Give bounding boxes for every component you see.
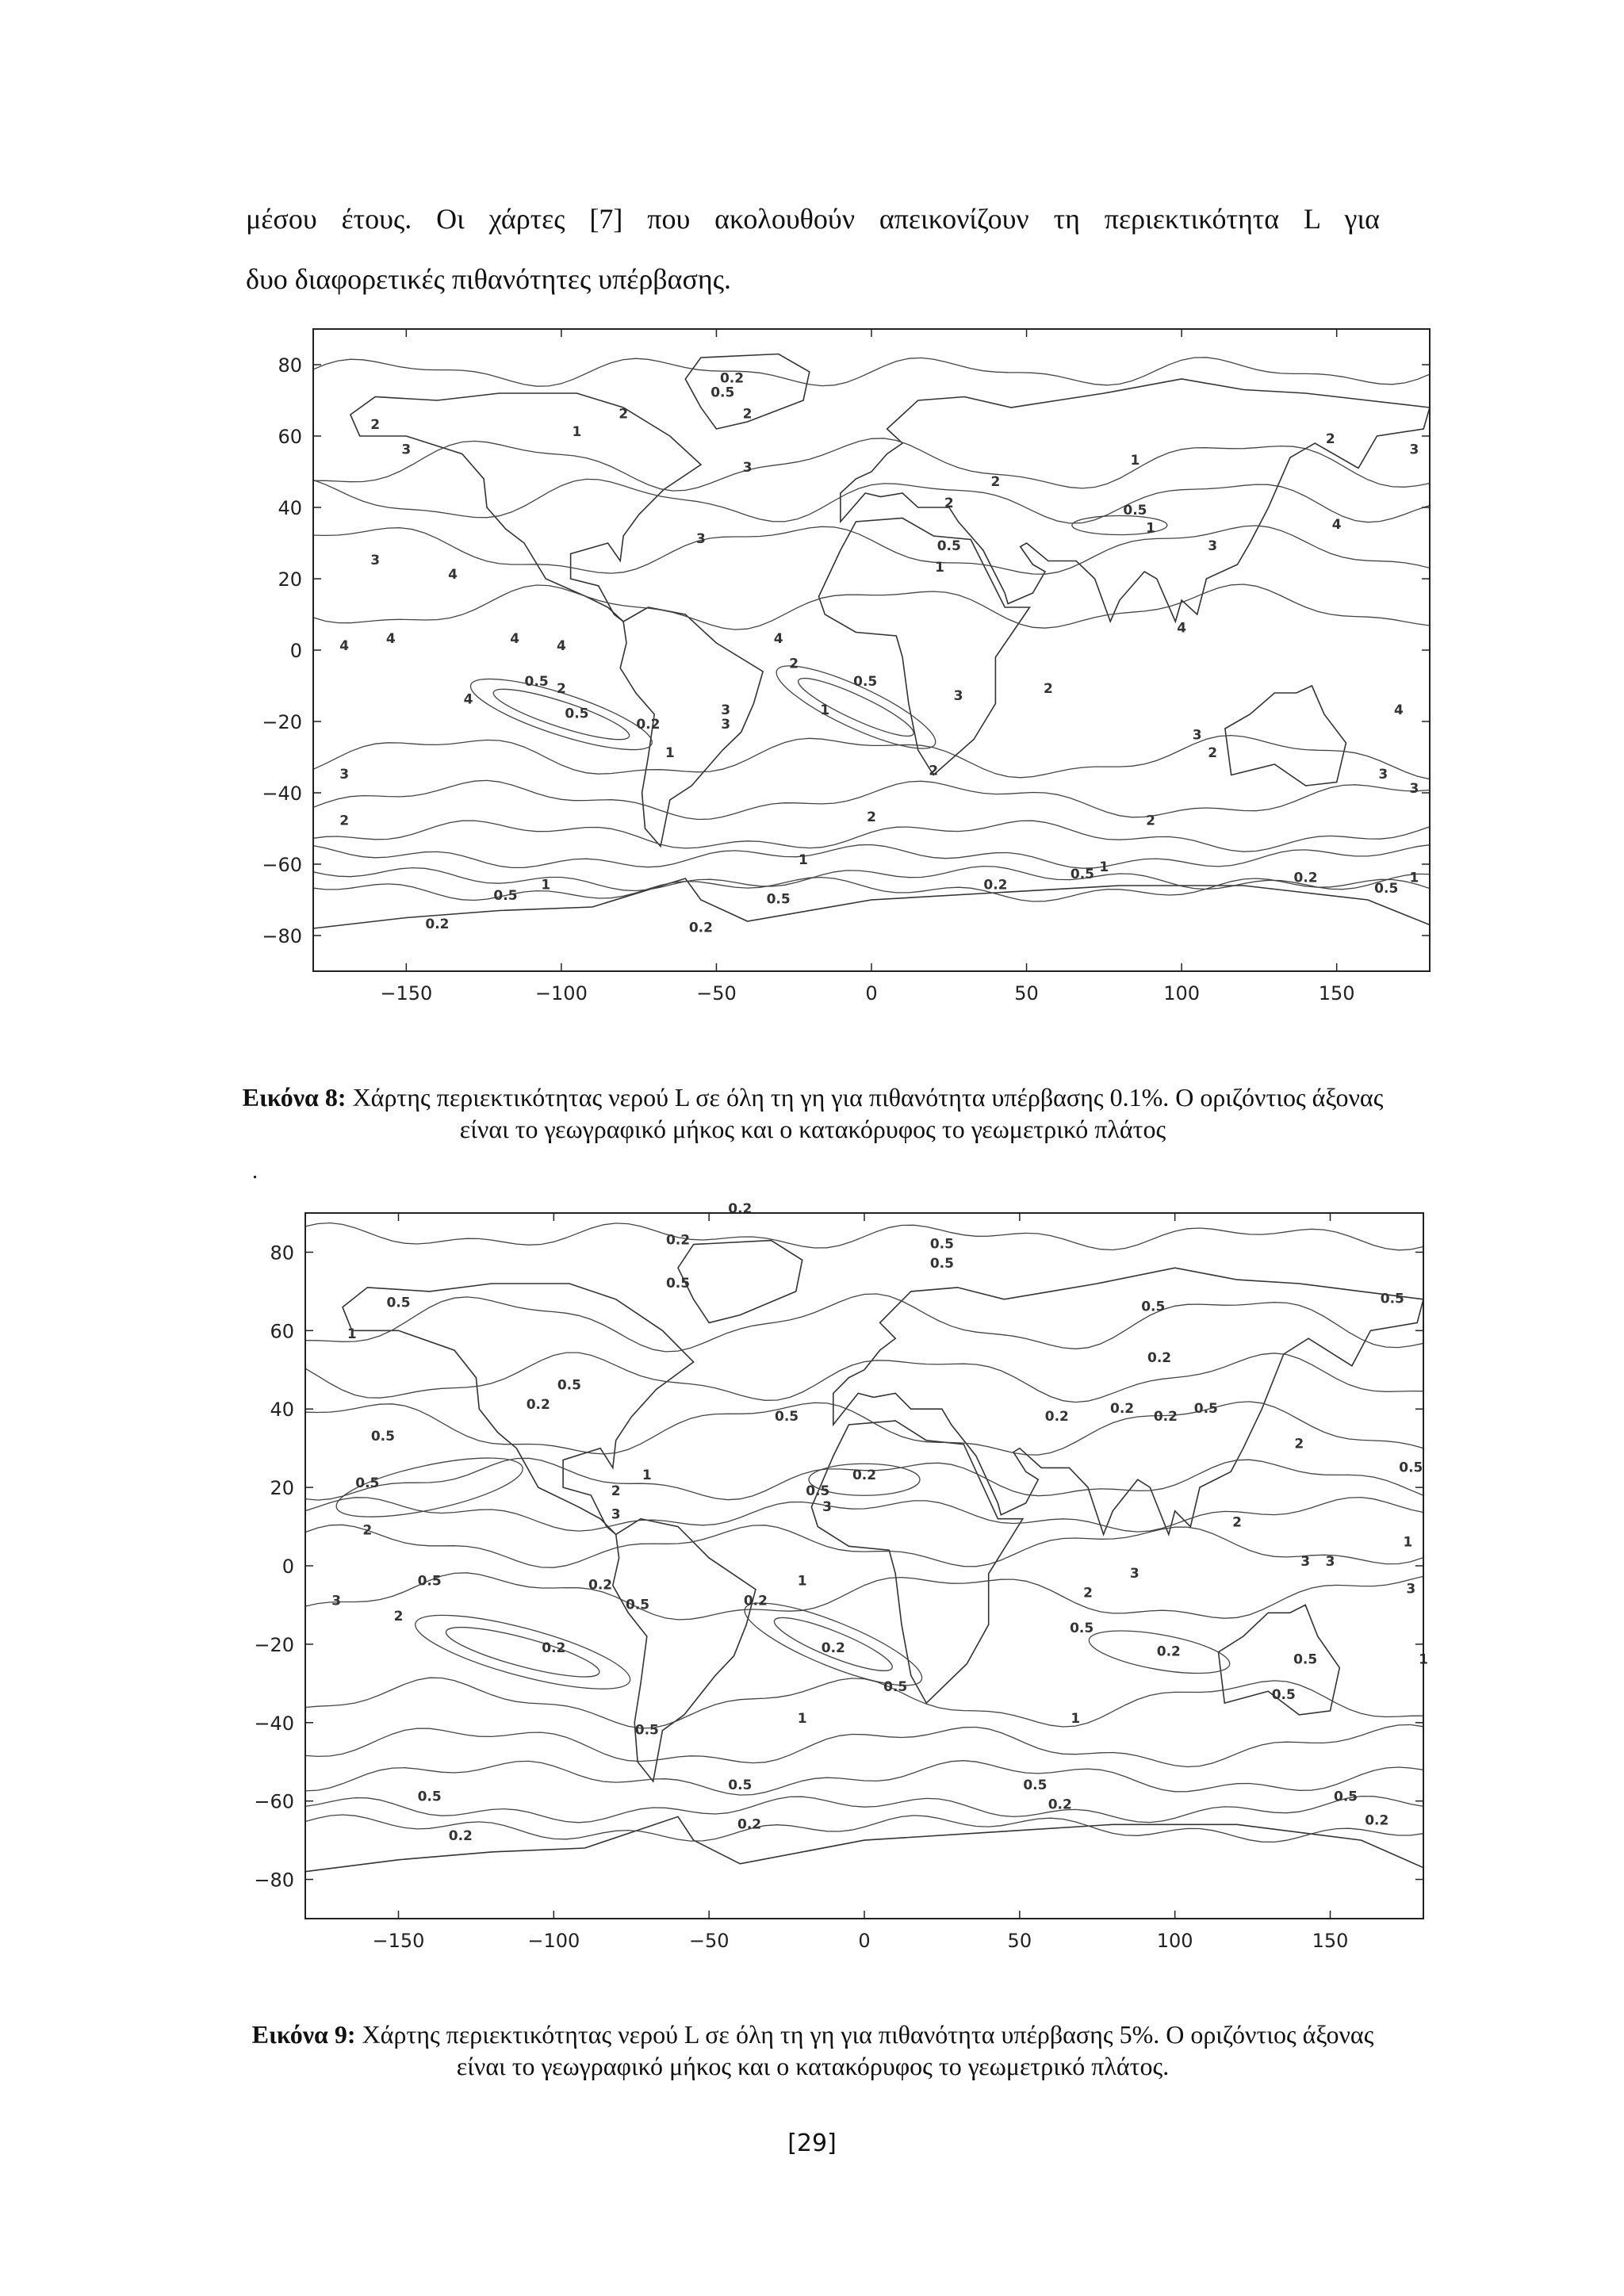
contour-label: 4	[463, 691, 473, 708]
contour-line	[305, 1498, 1423, 1533]
map-contours	[305, 1223, 1423, 1919]
contour-label: 1	[1403, 1534, 1413, 1551]
figure-9-caption-label: Εικόνα 9:	[251, 2020, 356, 2049]
contour-label: 4	[1393, 702, 1404, 718]
figure-8-caption-label: Εικόνα 8:	[242, 1083, 347, 1112]
contour-label: 0.2	[636, 717, 661, 733]
contour-label: 4	[1331, 517, 1342, 533]
contour-label: 0.5	[355, 1475, 380, 1492]
x-tick-label: 100	[1156, 1930, 1193, 1952]
x-tick-label: 100	[1163, 982, 1201, 1004]
contour-line	[313, 358, 1430, 386]
contour-label: 2	[1325, 431, 1335, 447]
x-tick-label: 150	[1318, 982, 1355, 1004]
contour-label: 0.5	[524, 674, 549, 690]
contour-label: 1	[797, 1573, 807, 1590]
contour-label: 3	[1208, 538, 1218, 554]
contour-label: 0.2	[719, 370, 745, 387]
x-tick-label: 0	[858, 1930, 871, 1952]
contour-label: 0.5	[806, 1483, 830, 1499]
contour-label: 1	[799, 852, 808, 868]
contour-label: 0.2	[1110, 1401, 1135, 1418]
contour-label: 3	[1325, 1554, 1335, 1570]
contour-label: 0.5	[710, 385, 735, 401]
x-tick-label: −150	[372, 1930, 425, 1952]
contour-label: 3	[370, 553, 381, 568]
contour-label: 1	[935, 560, 944, 576]
contour-line	[305, 1291, 1423, 1352]
contour-label: 2	[1294, 1436, 1304, 1452]
contour-label: 4	[448, 567, 458, 583]
contour-line	[305, 1761, 1423, 1795]
contour-cell	[442, 1618, 603, 1687]
contour-label: 0.5	[1123, 503, 1147, 519]
contour-label: 1	[1071, 1710, 1081, 1727]
contour-line	[305, 1525, 1423, 1567]
contour-label: 2	[990, 474, 1001, 490]
coastline-eurasia	[841, 379, 1430, 622]
contour-label: 0.2	[983, 877, 1008, 894]
contour-label: 0.2	[728, 1201, 753, 1217]
y-tick-label: 80	[270, 1242, 294, 1265]
coastline-north-america	[343, 1284, 694, 1534]
contour-label: 1	[572, 424, 582, 440]
contour-label: 0.5	[1070, 867, 1095, 882]
contour-label: 3	[1300, 1554, 1311, 1570]
contour-line	[305, 1402, 1423, 1455]
contour-label: 3	[721, 717, 731, 733]
x-tick-label: −50	[696, 982, 737, 1004]
contour-label: 0.5	[1293, 1651, 1318, 1668]
contour-label: 3	[953, 688, 963, 704]
map-contours	[313, 354, 1430, 972]
contour-label: 2	[619, 406, 629, 423]
x-tick-label: −100	[534, 982, 588, 1004]
figure-8-caption	[238, 1081, 1388, 1145]
contour-label: 0.2	[665, 1232, 691, 1249]
contour-label: 3	[721, 702, 731, 718]
contour-label: 0.2	[1153, 1409, 1178, 1425]
y-tick-label: 60	[278, 426, 302, 448]
figure-9-caption-text: Χάρτης περιεκτικότητας νερού L σε όλη τη γη για πιθανότητα υπέρβασης 5%. Ο οριζόντιος άξονας είναι το γεωγραφικό μήκος και ο κατακόρυφος το γεωμετρικό πλάτος.	[355, 2020, 1374, 2080]
contour-label: 2	[611, 1483, 621, 1499]
contour-label: 0.5	[766, 891, 791, 908]
contour-label: 0.5	[1374, 881, 1399, 897]
y-tick-label: −20	[254, 1633, 294, 1656]
contour-label: 2	[1146, 813, 1155, 829]
contour-label: 2	[944, 496, 954, 511]
contour-line	[305, 1223, 1423, 1250]
contour-label: 0.5	[1193, 1401, 1218, 1418]
contour-label: 0.2	[1048, 1797, 1072, 1813]
y-tick-label: 0	[289, 640, 302, 662]
coastline-south-america	[613, 1519, 756, 1781]
contour-label: 0.5	[665, 1275, 691, 1292]
contour-line	[313, 526, 1430, 574]
contour-label: 0.2	[688, 920, 713, 936]
x-tick-label: −50	[688, 1930, 730, 1952]
y-tick-label: −60	[262, 854, 302, 876]
contour-label: 4	[1177, 620, 1187, 637]
contour-label: 0.5	[386, 1295, 411, 1311]
coastline-antarctica	[313, 878, 1430, 971]
y-tick-label: −80	[262, 925, 302, 947]
contour-label: 0.2	[425, 916, 450, 932]
coastline-africa	[819, 519, 1030, 775]
contour-label: 3	[1406, 1581, 1416, 1598]
contour-label: 0.2	[526, 1397, 550, 1414]
contour-label: 1	[642, 1468, 652, 1484]
intro-paragraph	[246, 189, 1380, 309]
contour-label: 0.2	[1365, 1812, 1389, 1829]
contour-cell	[465, 665, 661, 763]
contour-label: 3	[742, 460, 753, 476]
figure-8-plot	[238, 329, 1443, 1011]
intro-line-1: μέσου έτους. Οι χάρτες [7] που ακολουθούν απεικονίζουν τη περιεκτικότητα L για	[246, 203, 1380, 235]
coastline-north-america	[350, 393, 701, 622]
contour-label: 4	[339, 638, 350, 654]
contour-label: 4	[385, 631, 396, 647]
contour-label: 0.2	[852, 1468, 877, 1484]
y-tick-label: 40	[278, 497, 302, 519]
contour-line	[313, 479, 1430, 523]
contour-label: 3	[339, 767, 350, 783]
contour-label: 2	[742, 406, 753, 423]
contour-label: 0.5	[417, 1573, 442, 1590]
contour-label: 2	[370, 417, 381, 433]
contour-label: 3	[331, 1593, 342, 1609]
contour-label: 1	[541, 877, 551, 894]
contour-label: 2	[867, 809, 876, 825]
contour-label: 0.5	[1380, 1291, 1404, 1307]
contour-label: 2	[789, 656, 799, 672]
x-tick-label: −100	[527, 1930, 580, 1952]
figure-9-plot	[238, 1201, 1443, 1958]
contour-label: 0.5	[634, 1722, 659, 1739]
contour-label: 1	[1409, 870, 1419, 886]
contour-label: 0.5	[1271, 1687, 1296, 1704]
contour-label: 0.2	[743, 1593, 768, 1609]
contour-label: 0.5	[929, 1256, 954, 1272]
contour-label: 3	[1409, 442, 1419, 458]
contour-line	[313, 438, 1430, 491]
contour-label: 0.5	[565, 706, 589, 722]
y-tick-label: −40	[262, 783, 302, 805]
contour-label: 2	[556, 681, 566, 697]
contour-label: 0.5	[1023, 1777, 1048, 1793]
contour-label: 0.2	[542, 1640, 566, 1656]
x-tick-label: 50	[1014, 982, 1039, 1004]
contour-label: 2	[339, 813, 350, 829]
contour-label: 0.5	[1399, 1460, 1423, 1476]
contour-label: 0.2	[1293, 870, 1318, 886]
y-tick-label: 80	[278, 354, 302, 377]
contour-label: 0.2	[737, 1816, 762, 1833]
contour-label: 0.5	[557, 1377, 581, 1394]
coastline-africa	[811, 1421, 1022, 1703]
contour-label: 2	[1044, 681, 1053, 697]
contour-label: 4	[556, 638, 566, 654]
contour-label: 0.5	[417, 1789, 442, 1805]
contour-label: 0.5	[728, 1777, 753, 1793]
contour-label: 0.5	[370, 1428, 395, 1445]
contour-line	[305, 1573, 1423, 1620]
contour-line	[305, 1797, 1423, 1823]
contour-label: 1	[347, 1326, 357, 1343]
contour-label: 4	[510, 631, 520, 647]
y-tick-label: 20	[270, 1477, 294, 1500]
contour-label: 2	[929, 763, 939, 779]
contour-label: 1	[1099, 859, 1109, 875]
y-tick-label: −40	[254, 1712, 294, 1735]
contour-line	[305, 1678, 1423, 1728]
figure-9-map	[238, 1201, 1443, 1958]
contour-label: 4	[773, 631, 783, 647]
contour-line	[313, 845, 1430, 869]
contour-label: 3	[822, 1498, 832, 1515]
intro-line-2: δυο διαφορετικές πιθανότητες υπέρβασης.	[246, 263, 731, 295]
contour-label: 0.5	[929, 1236, 954, 1253]
x-tick-label: 50	[1007, 1930, 1032, 1952]
contour-label: 1	[665, 745, 675, 761]
contour-label: 0.5	[853, 674, 878, 690]
contour-label: 0.5	[493, 888, 518, 904]
contour-label: 1	[1419, 1651, 1428, 1668]
y-tick-label: 40	[270, 1399, 294, 1422]
coastline-antarctica	[305, 1816, 1423, 1919]
y-tick-label: 60	[270, 1320, 294, 1343]
contour-label: 2	[362, 1522, 373, 1539]
y-tick-label: 20	[278, 568, 302, 591]
contour-label: 1	[1130, 453, 1140, 469]
contour-line	[305, 1722, 1423, 1767]
figure-9-caption	[238, 2019, 1388, 2082]
x-tick-label: 0	[865, 982, 878, 1004]
figure-8-trailing-dot: .	[252, 1159, 258, 1184]
x-tick-label: −150	[380, 982, 433, 1004]
figure-8-caption-text: Χάρτης περιεκτικότητας νερού L σε όλη τη γη για πιθανότητα υπέρβασης 0.1%. Ο οριζόντιος άξονας είναι το γεωγραφικό μήκος και ο κατακόρυφος το γεωμετρικό πλάτος	[346, 1083, 1384, 1143]
contour-label: 3	[695, 531, 706, 547]
contour-label: 0.5	[1070, 1621, 1094, 1637]
contour-label: 0.5	[775, 1409, 799, 1425]
figure-8-map	[238, 329, 1443, 1011]
contour-label: 2	[1083, 1585, 1093, 1601]
y-tick-label: 0	[282, 1556, 294, 1578]
coastline-australia	[1225, 686, 1346, 786]
contour-label: 0.2	[588, 1577, 613, 1594]
contour-label: 0.5	[1334, 1789, 1358, 1805]
contour-cell	[409, 1601, 636, 1704]
contour-label: 0.2	[1044, 1409, 1069, 1425]
coastline-greenland	[678, 1241, 802, 1323]
page-number: [29]	[787, 2130, 837, 2157]
contour-label: 0.5	[936, 538, 961, 554]
contour-label: 1	[1146, 520, 1155, 537]
y-tick-label: −20	[262, 711, 302, 733]
contour-label: 0.2	[448, 1828, 473, 1845]
contour-label: 3	[611, 1506, 621, 1523]
contour-label: 0.2	[821, 1640, 845, 1656]
contour-label: 3	[1378, 767, 1388, 783]
contour-line	[313, 736, 1430, 779]
contour-label: 1	[797, 1710, 807, 1727]
y-tick-label: −80	[254, 1869, 294, 1892]
contour-line	[305, 1815, 1423, 1845]
y-tick-label: −60	[254, 1790, 294, 1813]
contour-line	[313, 584, 1430, 629]
contour-label: 0.5	[626, 1597, 650, 1613]
contour-label: 1	[820, 702, 830, 718]
contour-label: 3	[1409, 781, 1419, 797]
contour-label: 2	[1232, 1514, 1242, 1531]
x-tick-label: 150	[1312, 1930, 1349, 1952]
contour-label: 2	[393, 1609, 404, 1625]
contour-label: 0.2	[1147, 1349, 1172, 1366]
contour-label: 2	[1208, 745, 1218, 761]
contour-label: 0.5	[1141, 1299, 1166, 1315]
contour-label: 3	[1192, 727, 1202, 744]
plot-frame	[313, 329, 1430, 971]
contour-label: 3	[401, 442, 412, 458]
contour-label: 0.5	[883, 1679, 908, 1696]
contour-label: 0.2	[1156, 1644, 1181, 1660]
contour-label: 3	[1129, 1565, 1139, 1582]
